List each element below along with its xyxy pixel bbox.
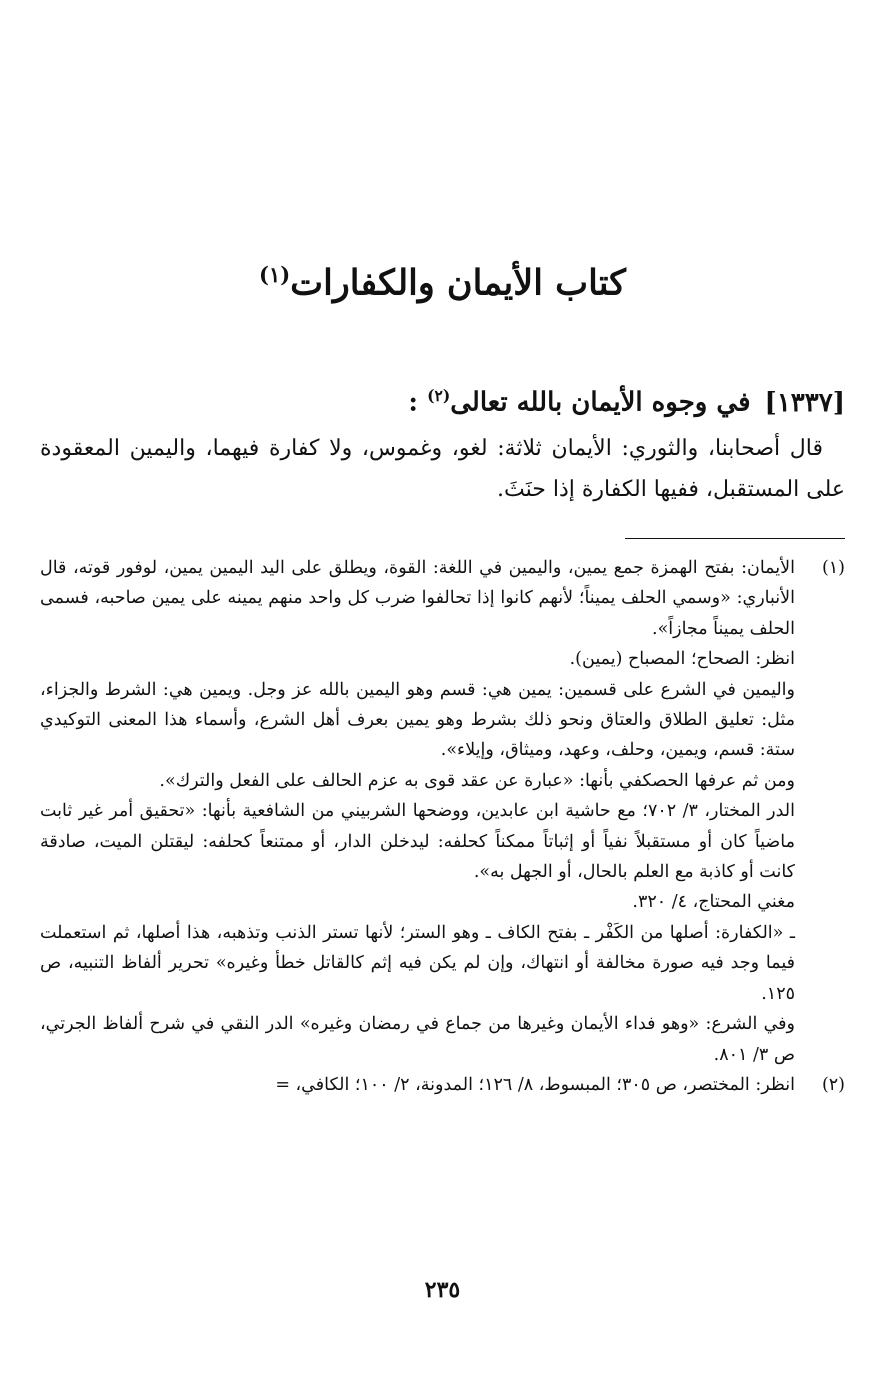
footnote-1-line: وفي الشرع: «وهو فداء الأيمان وغيرها من جماع في رمضان وغيره» الدر النقي في شرح ألفاظ الجرتي، ص ٣/ ٨٠١. (40, 1014, 795, 1065)
chapter-title (0, 250, 885, 309)
page-number: ٢٣٥ (424, 1277, 461, 1303)
footnote-divider (625, 538, 845, 539)
section-heading (40, 376, 845, 423)
footnote-2-line: انظر: المختصر، ص ٣٠٥؛ المبسوط، ٨/ ١٢٦؛ المدونة، ٢/ ١٠٠؛ الكافي، = (275, 1074, 795, 1095)
footnote-1-line: انظر: الصحاح؛ المصباح (يمين). (569, 649, 795, 670)
chapter-footnote-mark: (١) (259, 262, 291, 287)
footnote-1-line: واليمين في الشرع على قسمين: يمين هي: قسم وهو اليمين بالله عز وجل. ويمين هي: الشرط والجزاء، مثل: تعليق الطلاق والعتاق ونحو ذلك بشرط وهو يمين بعرف أهل الشرع، وأسماء هذا المعنى التوكيدي ستة: قسم، ويمين، وحلف، وعهد، وميثاق، وإيلاء». (40, 679, 795, 761)
footnote-2-mark: (٢) (821, 1074, 845, 1095)
section-colon: : (408, 387, 419, 418)
footnote-1 (40, 553, 845, 1070)
footnote-1-line: ومن ثم عرفها الحصكفي بأنها: «عبارة عن عقد قوى به عزم الحالف على الفعل والترك». (159, 770, 795, 791)
footnote-1-line: مغني المحتاج، ٤/ ٣٢٠. (632, 892, 795, 913)
footnote-1-line: الأيمان: بفتح الهمزة جمع يمين، واليمين في اللغة: القوة، ويطلق على اليد اليمين يمين، لوفور قوته، قال الأنباري: «وسمي الحلف يميناً؛ لأنهم كانوا إذا تحالفوا ضرب كل واحد منهم يمينه على يمين صاحبه، فسمى الحلف يميناً مجازاً». (40, 558, 795, 639)
footnote-1-line: ـ «الكفارة: أصلها من الكَفْر ـ بفتح الكاف ـ وهو الستر؛ لأنها تستر الذنب وتذهبه، هذا أصلها، ثم استعملت فيما وجد فيه صورة مخالفة أو انتهاك، وإن لم يكن فيه إثم كالقاتل خطأ وغيره» تحرير ألفاظ التنبيه، ص ١٢٥. (40, 922, 795, 1004)
main-text (40, 428, 845, 510)
main-paragraph: قال أصحابنا، والثوري: الأيمان ثلاثة: لغو، وغموس، ولا كفارة فيهما، واليمين المعقودة على المستقبل، ففيها الكفارة إذا حنَثَ. (40, 436, 845, 502)
section-footnote-mark: (٢) (427, 386, 451, 405)
footnote-1-mark: (١) (821, 558, 845, 578)
footnote-2 (40, 1070, 845, 1100)
footnote-1-line: الدر المختار، ٣/ ٧٠٢؛ مع حاشية ابن عابدين، ووضحها الشربيني من الشافعية بأنها: «تحقيق أمر غير ثابت ماضياً كان أو مستقبلاً نفياً أو إثباتاً ممكناً كحلفه: ليدخلن الدار، أو ممتنعاً كحلفه: ليقتلن الميت، صادقة كانت أو كاذبة مع العلم بالحال، أو الجهل به». (40, 801, 796, 883)
section-number: [١٣٣٧] (764, 387, 845, 418)
section-heading-text: في وجوه الأيمان بالله تعالى (450, 387, 751, 418)
footnotes (40, 553, 845, 1100)
chapter-title-text: كتاب الأيمان والكفارات (290, 262, 626, 304)
